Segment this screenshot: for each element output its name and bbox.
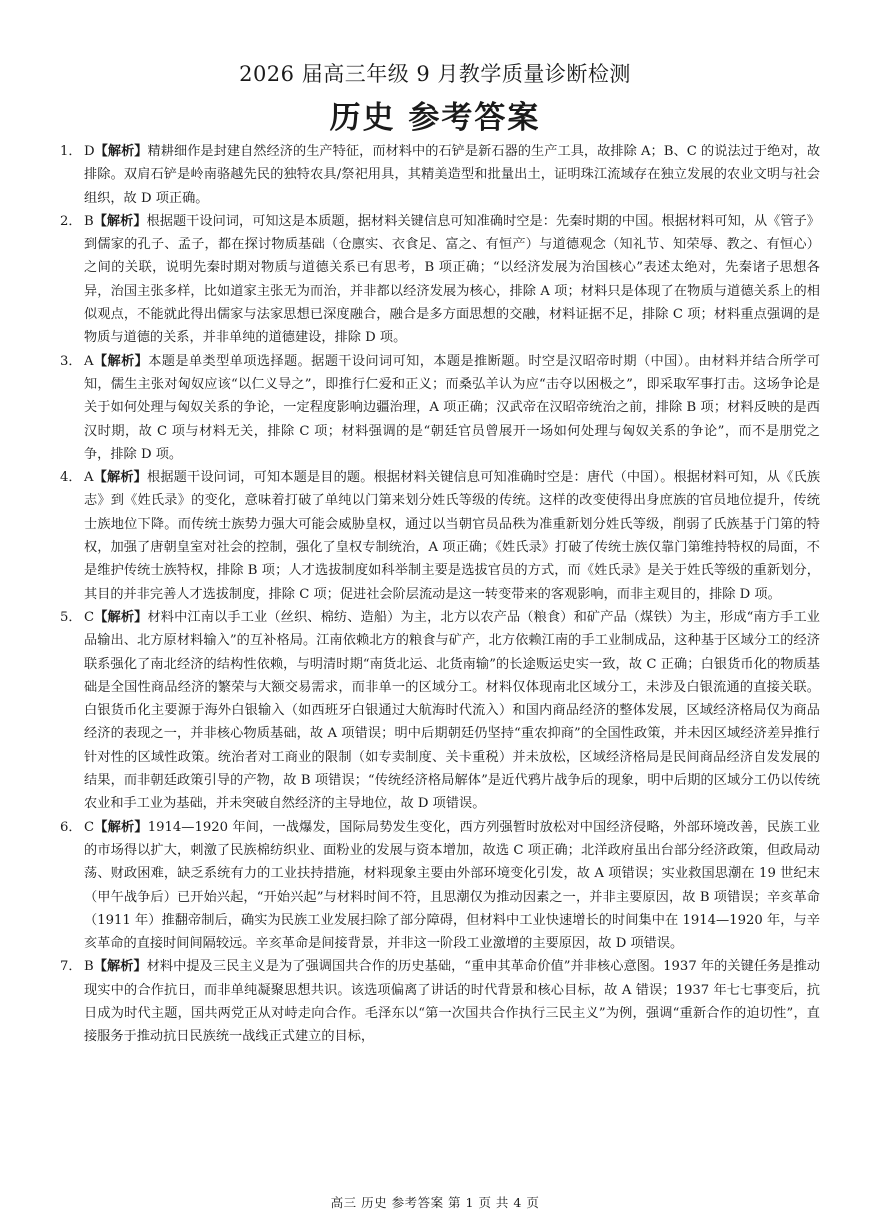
analysis-tag: 【解析】	[93, 353, 149, 369]
analysis-tag: 【解析】	[93, 959, 147, 975]
answer-item	[60, 606, 820, 816]
answer-body	[84, 466, 820, 606]
answer-item	[60, 140, 820, 210]
analysis-tag: 【解析】	[93, 470, 147, 486]
answer-letter: C	[84, 819, 95, 835]
answer-number: 7．	[60, 959, 82, 975]
analysis-text: 根据题干设问词，可知本题是目的题。根据材料关键信息可知准确时空是：唐代（中国）。根据材料可知，从《氏族志》到《姓氏录》的变化，意味着打破了单纯以门第来划分姓氏等级的传统。这样的改变使得出身庶族的官员地位提升，传统士族地位下降。而传统士族势力强大可能会威胁皇权，通过以当朝官员品秩为准重新划分姓氏等级，削弱了氏族基于门第的特权，加强了唐朝皇室对社会的控制，强化了皇权专制统治，A 项正确；《姓氏录》打破了传统士族仅靠门第维持特权的局面，不是维护传统士族特权，排除 B 项；人才选拔制度如科举制主要是选拔官员的方式，而《姓氏录》是关于姓氏等级的重新划分，其目的并非完善人才选拔制度，排除 C 项；促进社会阶层流动是这一转变带来的客观影响，而非主观目的，排除 D 项。	[84, 470, 821, 602]
analysis-tag: 【解析】	[94, 144, 148, 159]
answer-number: 4．	[60, 470, 82, 486]
analysis-tag: 【解析】	[93, 213, 147, 229]
analysis-tag: 【解析】	[94, 819, 148, 835]
analysis-text: 根据题干设问词，可知这是本质题，据材料关键信息可知准确时空是：先秦时期的中国。根据材料可知，从《管子》到儒家的孔子、孟子，都在探讨物质基础（仓廪实、衣食足、富之、有恒产）与道德观念（知礼节、知荣辱、教之、有恒心）之间的关联，说明先秦时期对物质与道德关系已有思考，B 项正确；“以经济发展为治国核心”表述太绝对，先秦诸子思想各异，治国主张多样，比如道家主张无为而治，并非都以经济发展为核心，排除 A 项；材料只是体现了在物质与道德关系上的相似观点，不能就此得出儒家与法家思想已深度融合，融合是多方面思想的交融，材料证据不足，排除 C 项；材料重点强调的是物质与道德的关系，并非单纯的道德建设，排除 D 项。	[84, 213, 820, 346]
analysis-text: 精耕细作是封建自然经济的生产特征，而材料中的石铲是新石器的生产工具，故排除 A；B、C 的说法过于绝对，故排除。双肩石铲是岭南骆越先民的独特农具/祭祀用具，其精美造型和批量出土，证明珠江流域存在独立发展的农业文明与社会组织，故 D 项正确。	[84, 144, 821, 206]
answer-body	[84, 955, 820, 1048]
answer-item	[60, 350, 820, 466]
answer-number: 3．	[60, 353, 82, 369]
analysis-text: 材料中提及三民主义是为了强调国共合作的历史基础，“重申其革命价值”并非核心意图。1937 年的关键任务是推动现实中的合作抗日，而非单纯凝聚思想共识。该选项偏离了讲话的时代背景和核心目标，故 A 错误；1937 年七七事变后，抗日成为时代主题，国共两党正从对峙走向合作。毛泽东以“第一次国共合作执行三民主义”为例，强调“重新合作的迫切性”，直接服务于推动抗日民族统一战线正式建立的目标，	[84, 959, 821, 1045]
answer-body	[84, 606, 820, 816]
analysis-text: 1914—1920 年间，一战爆发，国际局势发生变化，西方列强暂时放松对中国经济侵略，外部环境改善，民族工业的市场得以扩大，刺激了民族棉纺织业、面粉业的发展与资本增加，故选 C 项正确；北洋政府虽出台部分经济政策，但政局动荡、财政困难，缺乏系统有力的工业扶持措施，材料现象主要由外部环境变化引发，故 A 项错误；实业救国思潮在 19 世纪末（甲午战争后）已开始兴起，“开始兴起”与材料时间不符，且思潮仅为推动因素之一，并非主要原因，故 B 项错误；辛亥革命（1911 年）推翻帝制后，确实为民族工业发展扫除了部分障碍，但材料中工业快速增长的时间集中在 1914—1920 年，与辛亥革命的直接时间间隔较远。辛亥革命是间接背景，并非这一阶段工业激增的主要原因，故 D 项错误。	[84, 819, 820, 952]
answer-body	[84, 140, 820, 210]
answer-number: 6．	[60, 819, 82, 835]
answer-letter: B	[84, 213, 94, 229]
answer-number: 2．	[60, 213, 82, 229]
exam-title: 2026 届高三年级 9 月教学质量诊断检测	[239, 62, 631, 86]
answer-body	[84, 210, 820, 350]
answer-letter: D	[84, 144, 95, 159]
answer-item	[60, 210, 820, 350]
analysis-text: 本题是单类型单项选择题。据题干设问词可知，本题是推断题。时空是汉昭帝时期（中国）。由材料并结合所学可知，儒生主张对匈奴应该“以仁义导之”，即推行仁爱和正义；而桑弘羊认为应“击夺以困极之”，即采取军事打击。这场争论是关于如何处理与匈奴关系的争论，一定程度影响边疆治理，A 项正确；汉武帝在汉昭帝统治之前，排除 B 项；材料反映的是西汉时期，故 C 项与材料无关，排除 C 项；材料强调的是“朝廷官员曾展开一场如何处理与匈奴关系的争论”，而不是朋党之争，排除 D 项。	[84, 353, 821, 462]
answer-body	[84, 350, 820, 466]
analysis-tag: 【解析】	[94, 609, 148, 625]
answer-item	[60, 466, 820, 606]
answer-letter: A	[84, 353, 94, 369]
page-footer: 高三 历史 参考答案 第 1 页 共 4 页	[330, 1195, 540, 1210]
answer-letter: B	[84, 959, 94, 975]
answer-item	[60, 816, 820, 956]
analysis-text: 材料中江南以手工业（丝织、棉纺、造船）为主，北方以农产品（粮食）和矿产品（煤铁）为主，形成“南方手工业品输出、北方原材料输入”的互补格局。江南依赖北方的粮食与矿产，北方依赖江南的手工业制成品，这种基于区域分工的经济联系强化了南北经济的结构性依赖，与明清时期“南货北运、北货南输”的长途贩运史实一致，故 C 正确；白银货币化的物质基础是全国性商品经济的繁荣与大额交易需求，而非单一的区域分工。材料仅体现南北区域分工，未涉及白银流通的直接关联。白银货币化主要源于海外白银输入（如西班牙白银通过大航海时代流入）和国内商品经济的整体发展，区域经济格局仅为商品经济的表现之一，并非核心物质基础，故 A 项错误；明中后期朝廷仍坚持“重农抑商”的全国性政策，并未因区域经济差异推行针对性的区域性政策。统治者对工商业的限制（如专卖制度、关卡重税）并未放松，区域经济格局是民间商品经济自发发展的结果，而非朝廷政策引导的产物，故 B 项错误；“传统经济格局解体”是近代鸦片战争后的现象，明中后期的区域分工仍以传统农业和手工业为基础，并未突破自然经济的主导地位，故 D 项错误。	[84, 609, 820, 812]
answer-number: 5．	[60, 609, 82, 625]
answer-item	[60, 955, 820, 1048]
answer-list	[60, 140, 820, 1049]
answer-letter: A	[84, 470, 94, 486]
answer-body	[84, 816, 820, 956]
subject-title: 历史 参考答案	[329, 100, 541, 136]
answer-letter: C	[84, 609, 95, 625]
answer-number: 1．	[60, 144, 82, 159]
